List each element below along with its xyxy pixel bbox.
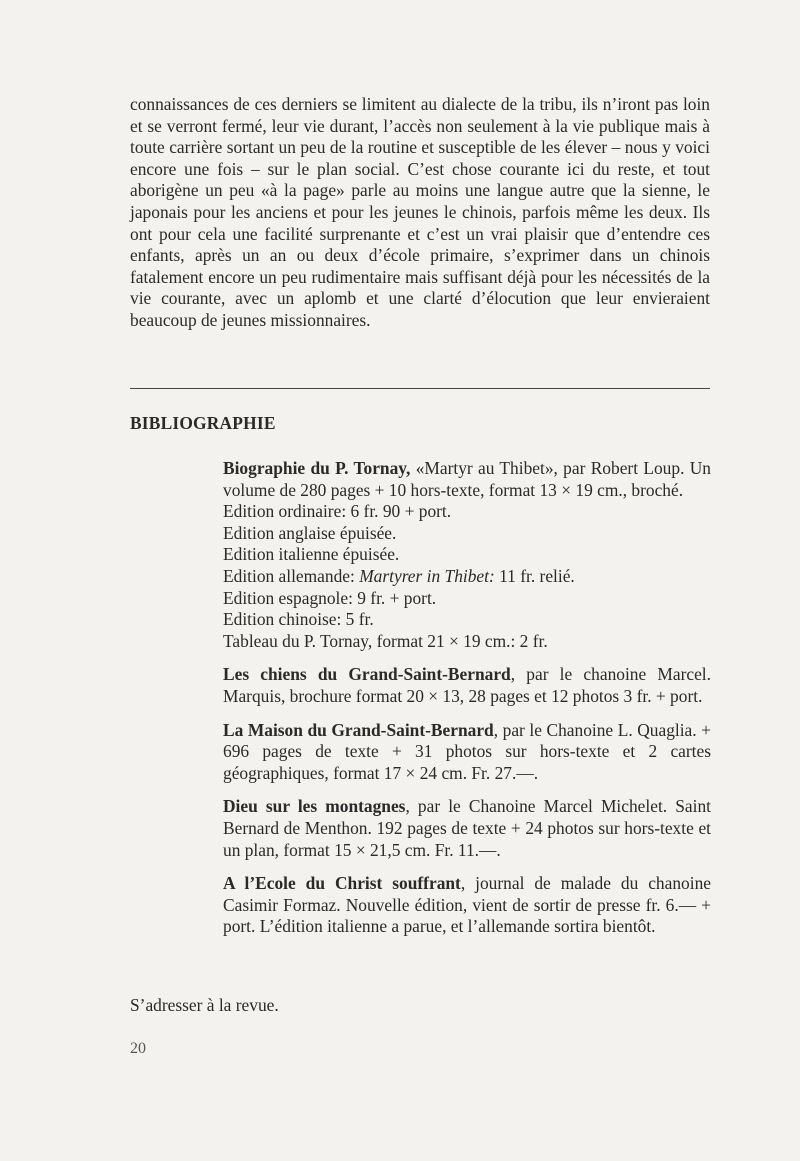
edition-title-italic: Martyrer in Thibet: <box>359 565 495 586</box>
edition-line: Edition anglaise épuisée. <box>223 522 397 543</box>
edition-line: Edition ordinaire: 6 fr. 90 + port. <box>223 501 452 522</box>
edition-suffix: 11 fr. relié. <box>494 565 575 586</box>
entry-description: , journal de malade du chanoine Casimir Formaz. Nouvelle édition, vient de sortir de presse fr. 6.— + port. L’édition italienne a parue, et l’allemande sortira bientôt. <box>223 873 711 937</box>
bibliography-entry-ecole <box>223 873 711 938</box>
entry-title: Biographie du P. Tornay, <box>223 458 411 478</box>
entry-description: , par le chanoine Marcel. Marquis, brochure format 20 × 13, 28 pages et 12 photos 3 fr. + port. <box>223 664 711 706</box>
entry-description: , par le Chanoine L. Quaglia. + 696 pages de texte + 31 photos sur hors-texte et 2 cartes géographiques, format 17 × 24 cm. Fr. 27.—. <box>223 719 711 783</box>
entry-title: Les chiens du Grand-Saint-Bernard <box>223 664 511 685</box>
entry-title: La Maison du Grand-Saint-Bernard <box>223 719 494 740</box>
contact-note: S’adresser à la revue. <box>130 995 279 1015</box>
bibliography-entry-maison <box>223 720 711 785</box>
edition-prefix: Edition allemande: <box>223 565 360 586</box>
bibliography-heading: BIBLIOGRAPHIE <box>130 413 276 433</box>
edition-line <box>223 566 711 588</box>
intro-paragraph: connaissances de ces derniers se limitent au dialecte de la tribu, ils n’iront pas loin et se verront fermé, leur vie durant, l’accès non seulement à la vie publique mais à toute carrière sortant un peu de la routine et susceptible de les élever – nous y voici encore une fois – sur le plan social. C’est chose courante ici du reste, et tout aborigène un peu «à la page» parle au moins une langue autre que la sienne, le japonais pour les anciens et pour les jeunes le chinois, parfois même les deux. Ils ont pour cela une facilité surprenante et c’est un vrai plaisir que d’entendre ces enfants, après un an ou deux d’école primaire, s’exprimer dans un chinois fatalement encore un peu rudimentaire mais suffisant déjà pour les nécessités de la vie courante, avec un aplomb et une clarté d’élocution que leur envieraient beaucoup de jeunes missionnaires. <box>130 94 710 330</box>
bibliography-list <box>223 458 711 950</box>
entry-title: A l’Ecole du Christ souffrant <box>223 873 461 894</box>
entry-description: «Martyr au Thibet», par Robert Loup. Un volume de 280 pages + 10 hors-texte, format 13 × 19 cm., broché. <box>223 458 711 500</box>
page-number: 20 <box>130 1040 146 1057</box>
edition-line: Edition italienne épuisée. <box>223 544 400 565</box>
bibliography-entry-chiens <box>223 664 711 707</box>
edition-line: Edition chinoise: 5 fr. <box>223 609 374 630</box>
entry-title: Dieu sur les montagnes <box>223 796 406 817</box>
bibliography-entry-dieu <box>223 796 711 861</box>
entry-description: , par le Chanoine Marcel Michelet. Saint Bernard de Menthon. 192 pages de texte + 24 photos sur hors-texte et un plan, format 15 × 21,5 cm. Fr. 11.—. <box>223 796 711 860</box>
section-divider <box>130 388 710 389</box>
edition-line: Edition espagnole: 9 fr. + port. <box>223 587 437 608</box>
bibliography-entry-tornay <box>223 458 711 652</box>
edition-line: Tableau du P. Tornay, format 21 × 19 cm.: 2 fr. <box>223 630 548 651</box>
